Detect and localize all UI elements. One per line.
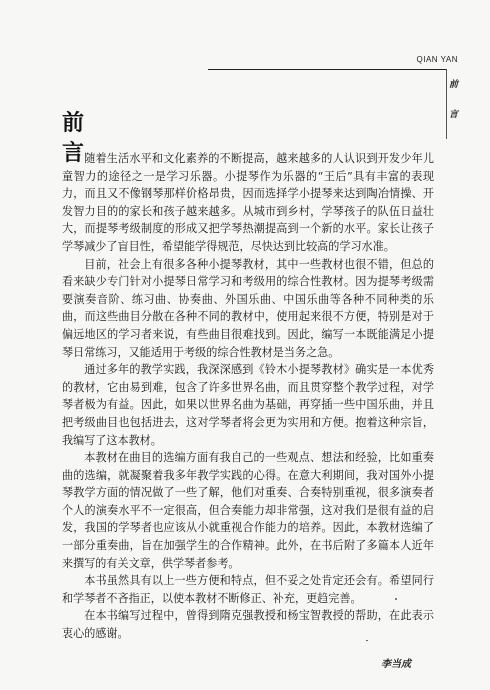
- page-title: 前 言: [62, 110, 107, 166]
- paragraph: 通过多年的教学实践，我深深感到《铃木小提琴教材》确实是一本优秀的教材，它由易到难，包含了许多世界名曲，而且贯穿整个教学过程，对学琴者极为有益。因此，如果以世界名曲为基础，再穿插一些中国乐曲，并且把考级曲目也包括进去，这对学琴者将会更为实用和方便。抱着这种宗旨，我编写了这本教材。: [62, 363, 434, 447]
- scan-speck: [395, 598, 397, 600]
- paragraph: 随着生活水平和文化素养的不断提高，越来越多的人认识到开发少年儿童智力的途径之一是学习乐器。小提琴作为乐器的“王后”具有丰富的表现力，而且又不像钢琴那样价格昂贵，因而选择学小提琴来达到陶冶情操、开发智力目的的家长和孩子越来越多。从城市到乡村，学琴孩子的队伍日益壮大，而提琴考级制度的形成又把学琴热潮提高到一个新的水平。家长让孩子学琴减少了盲目性，希望能学得规范，尽快达到比较高的学习水准。: [62, 152, 434, 253]
- side-tab-char-2: 言: [449, 110, 459, 120]
- paragraph: 本书虽然具有以上一些方便和特点，但不妥之处肯定还会有。希望同行和学琴者不吝指正，以使本教材不断修正、补充，更趋完善。: [62, 574, 434, 605]
- paragraph: 在本书编写过程中，曾得到隋克强教授和杨宝智教授的帮助，在此表示衷心的感谢。: [62, 609, 434, 641]
- preface-body: [62, 150, 434, 643]
- paragraph: 本教材在曲目的选编方面有我自己的一些观点、想法和经验，比如重奏曲的选编，就凝聚着我多年教学实践的心得。在意大利期间，我对国外小提琴教学方面的情况做了一些了解，他们对重奏、合奏特别重视，很多演奏者个人的演奏水平不一定很高，但合奏能力却非常强，这对我们是很有益的启发，我国的学琴者也应该从小就重视合作能力的培养。因此，本教材选编了一部分重奏曲，旨在加强学生的合作精神。此外，在书后附了多篇本人近年来撰写的有关文章，供学琴者参考。: [62, 451, 434, 570]
- author-signature: 李当成: [381, 659, 411, 670]
- paragraph: 目前，社会上有很多各种小提琴教材，其中一些教材也很不错，但总的看来缺少专门针对小提琴日常学习和考级用的综合性教材。因为提琴考级需要演奏音阶、练习曲、协奏曲、外国乐曲、中国乐曲等各种不同种类的乐曲，而这些曲目分散在各种不同的教材中，使用起来很不方便，特别是对于偏远地区的学习者来说，有些曲目很难找到。因此，编写一本既能满足小提琴日常练习，又能适用于考级的综合性教材是当务之急。: [62, 257, 434, 359]
- scan-speck: [366, 640, 368, 641]
- header-rule: [208, 69, 446, 70]
- side-tab-char-1: 前: [449, 80, 459, 90]
- running-title: QIAN YAN: [416, 55, 458, 64]
